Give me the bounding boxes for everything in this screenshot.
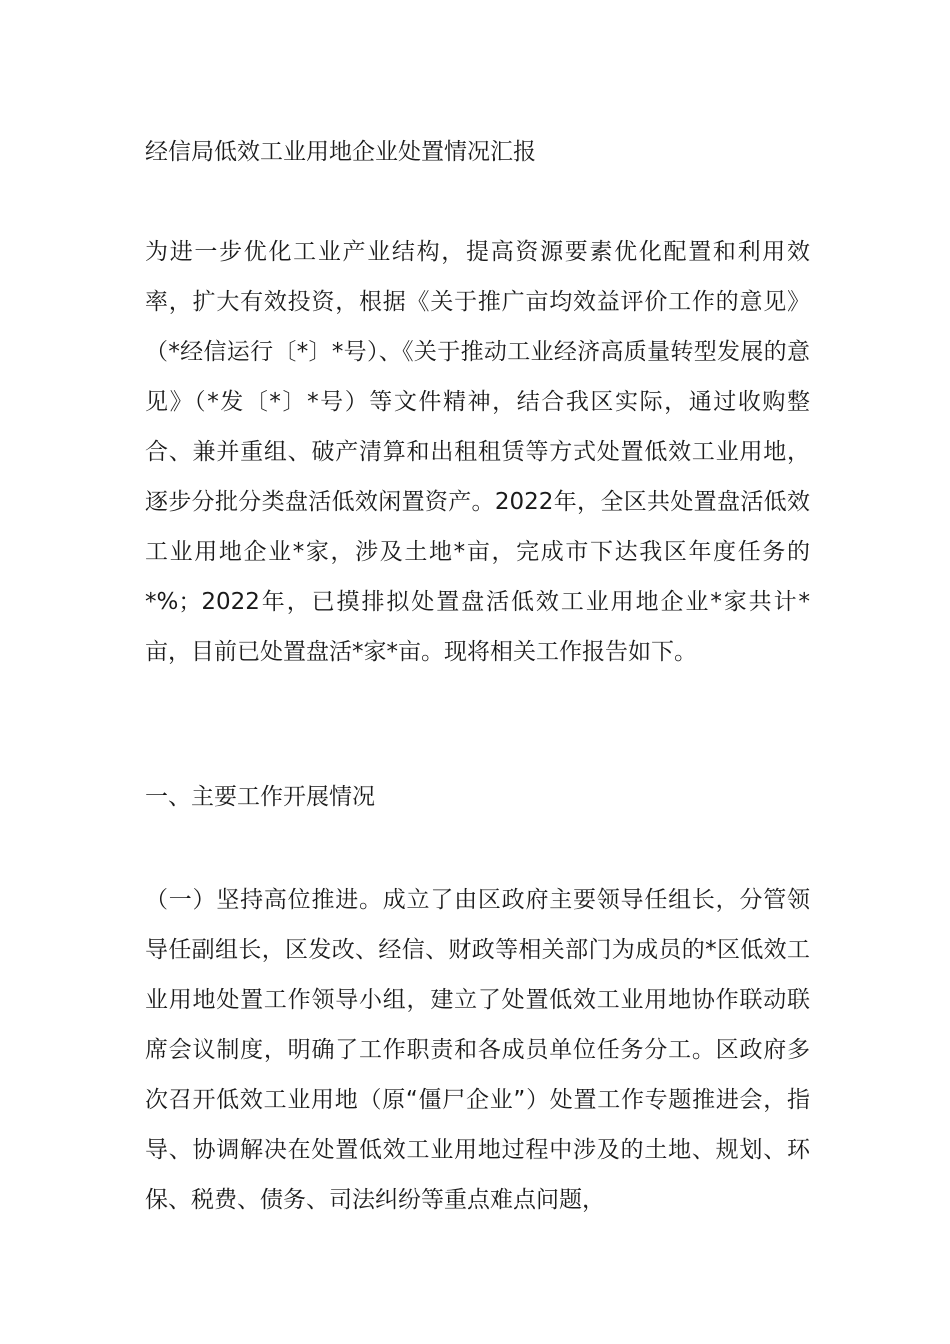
document-title: 经信局低效工业用地企业处置情况汇报 bbox=[145, 139, 536, 165]
intro-paragraph: 为进一步优化工业产业结构，提高资源要素优化配置和利用效率，扩大有效投资，根据《关于推广亩均效益评价工作的意见》（*经信运行〔*〕*号）、《关于推动工业经济高质量转型发展的意见》（*发〔*〕*号）等文件精神，结合我区实际，通过收购整合、兼并重组、破产清算和出租租赁等方式处置低效工业用地，逐步分批分类盘活低效闲置资产。2022年，全区共处置盘活低效工业用地企业*家，涉及土地*亩，完成市下达我区年度任务的*%；2022年，已摸排拟处置盘活低效工业用地企业*家共计*亩，目前已处置盘活*家*亩。现将相关工作报告如下。 bbox=[145, 239, 810, 665]
section-1-paragraph: （一）坚持高位推进。成立了由区政府主要领导任组长，分管领导任副组长，区发改、经信、财政等相关部门为成员的*区低效工业用地处置工作领导小组，建立了处置低效工业用地协作联动联席会议制度，明确了工作职责和各成员单位任务分工。区政府多次召开低效工业用地（原“僵尸企业”）处置工作专题推进会，指导、协调解决在处置低效工业用地过程中涉及的土地、规划、环保、税费、债务、司法纠纷等重点难点问题， bbox=[145, 887, 810, 1213]
section-heading-1: 一、主要工作开展情况 bbox=[145, 784, 375, 810]
